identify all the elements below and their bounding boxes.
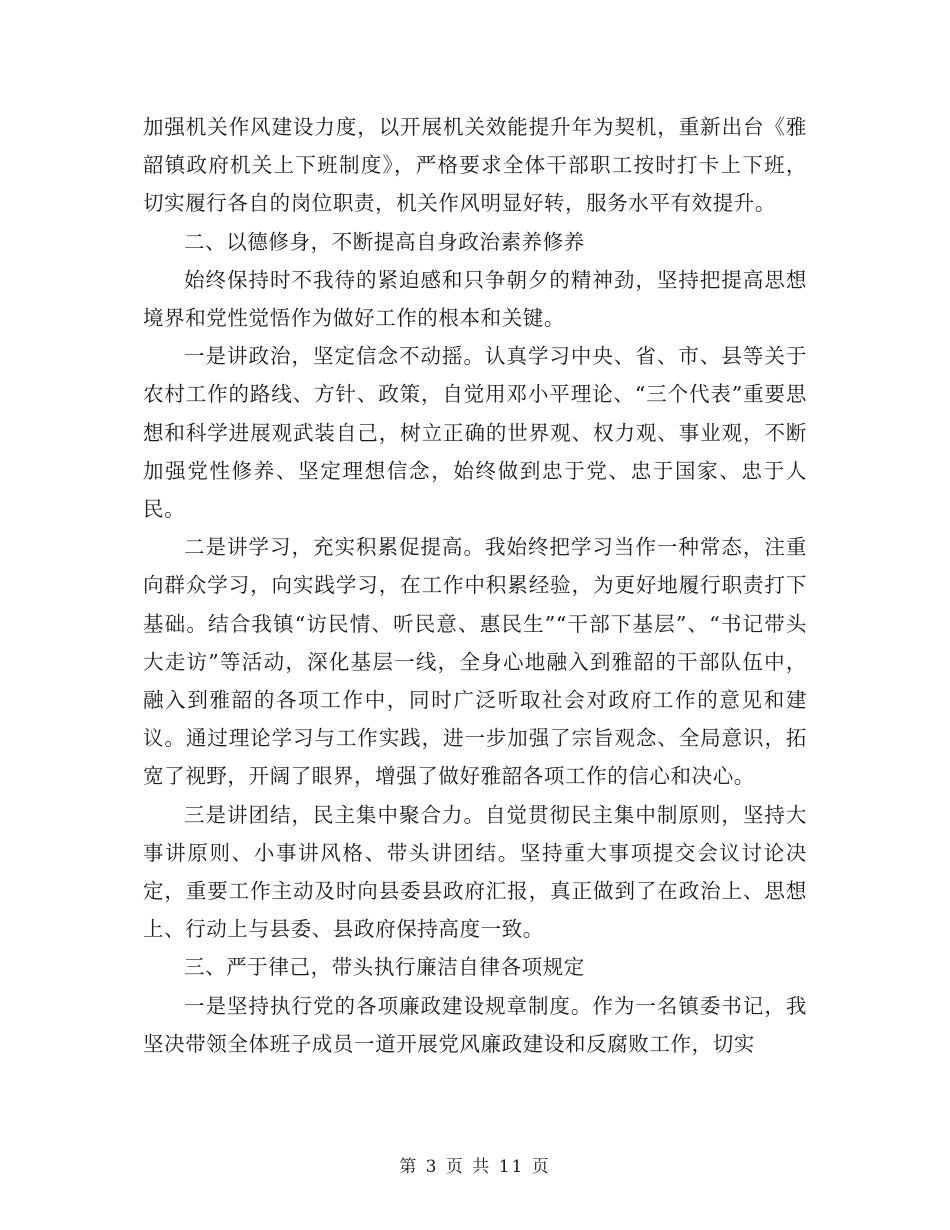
paragraph-3: 始终保持时不我待的紧迫感和只争朝夕的精神劲，坚持把提高思想境界和党性觉悟作为做好工作的根本和关键。 [143, 267, 807, 331]
document-body [143, 108, 807, 1063]
paragraph-6: 三是讲团结，民主集中聚合力。自觉贯彻民主集中制原则，坚持大事讲原则、小事讲风格、带头讲团结。坚持重大事项提交会议讨论决定，重要工作主动及时向县委县政府汇报，真正做到了在政治上、思想上、行动上与县委、县政府保持高度一致。 [143, 802, 807, 942]
paragraph-8: 一是坚持执行党的各项廉政建设规章制度。作为一名镇委书记，我坚决带领全体班子成员一道开展党风廉政建设和反腐败工作，切实 [143, 993, 807, 1056]
section-heading-2: 二、以德修身，不断提高自身政治素养修养 [184, 229, 585, 254]
page-number-footer: 第 3 页 共 11 页 [399, 1157, 551, 1177]
section-heading-3: 三、严于律己，带头执行廉洁自律各项规定 [184, 955, 585, 980]
paragraph-1: 加强机关作风建设力度，以开展机关效能提升年为契机，重新出台《雅韶镇政府机关上下班制度》，严格要求全体干部职工按时打卡上下班，切实履行各自的岗位职责，机关作风明显好转，服务水平有效提升。 [143, 115, 807, 216]
paragraph-5: 二是讲学习，充实积累促提高。我始终把学习当作一种常态，注重向群众学习，向实践学习，在工作中积累经验，为更好地履行职责打下基础。结合我镇“访民情、听民意、惠民生”“干部下基层”、“书记带头大走访”等活动，深化基层一线，全身心地融入到雅韶的干部队伍中，融入到雅韶的各项工作中，同时广泛听取社会对政府工作的意见和建议。通过理论学习与工作实践，进一步加强了宗旨观念、全局意识，拓宽了视野，开阔了眼界，增强了做好雅韶各项工作的信心和决心。 [143, 535, 807, 789]
paragraph-4: 一是讲政治，坚定信念不动摇。认真学习中央、省、市、县等关于农村工作的路线、方针、政策，自觉用邓小平理论、“三个代表”重要思想和科学进展观武装自己，树立正确的世界观、权力观、事业观，不断加强党性修养、坚定理想信念，始终做到忠于党、忠于国家、忠于人民。 [143, 344, 807, 522]
